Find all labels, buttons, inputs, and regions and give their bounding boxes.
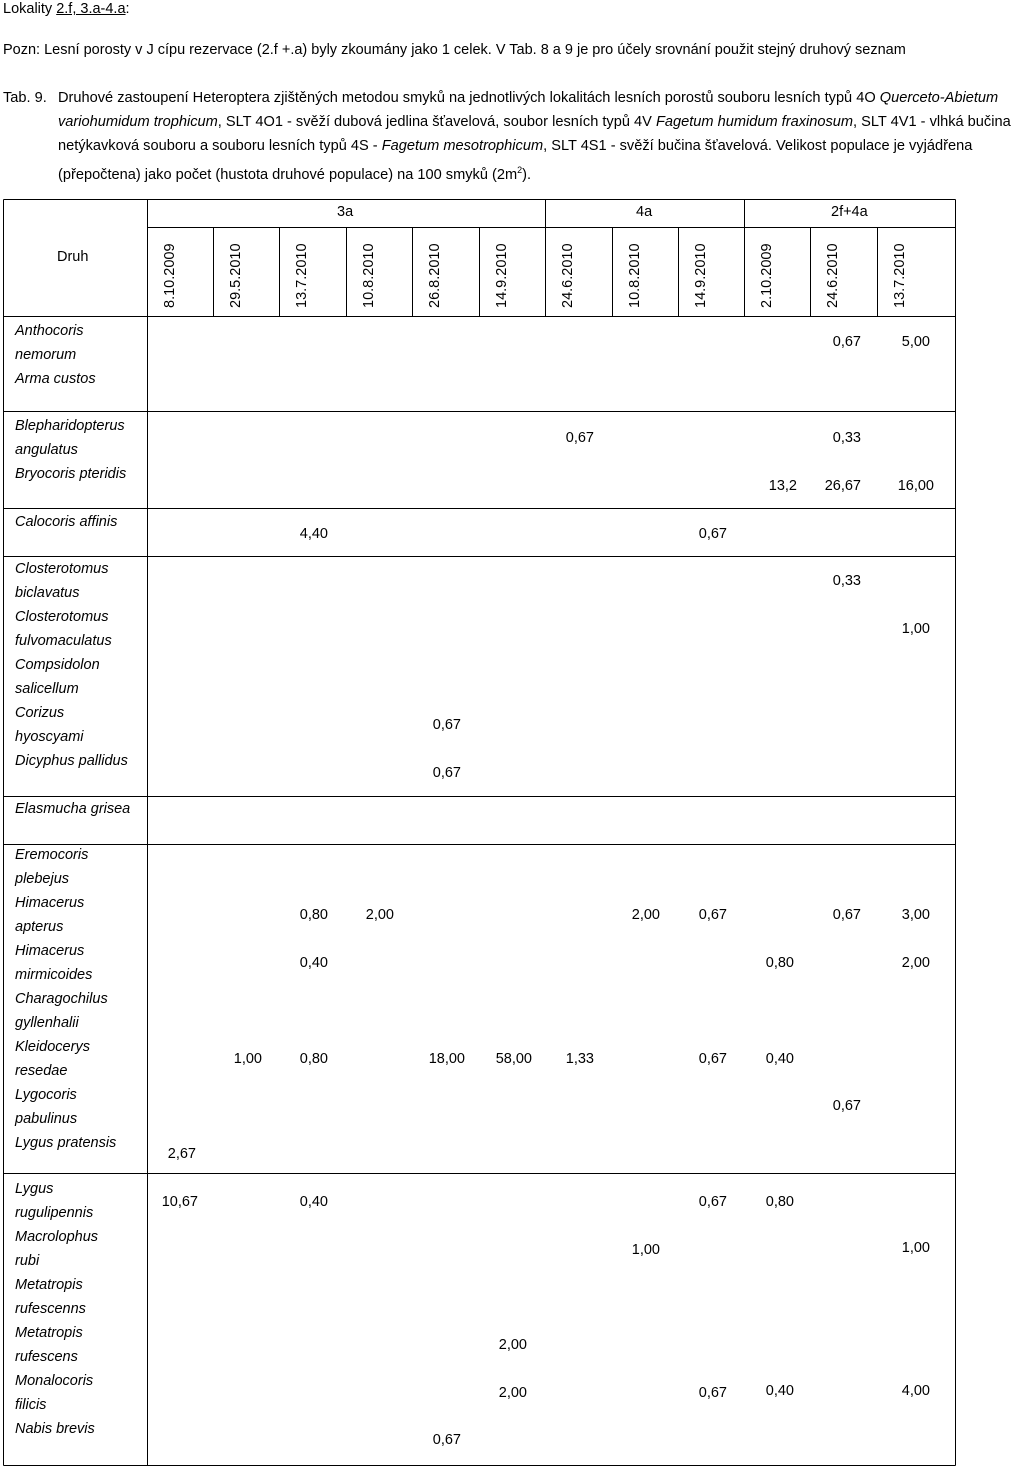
species-name: salicellum xyxy=(15,681,79,697)
value-cell: 0,80 xyxy=(765,1194,794,1210)
date-header: 26.8.2010 xyxy=(427,243,443,308)
value-cell: 18,00 xyxy=(428,1051,465,1067)
value-cell: 0,33 xyxy=(832,430,861,446)
value-cell: 0,80 xyxy=(299,907,328,923)
species-name: pabulinus xyxy=(15,1111,78,1127)
value-cell: 1,00 xyxy=(901,621,930,637)
value-cell: 4,00 xyxy=(901,1383,930,1399)
value-cell: 0,40 xyxy=(299,955,328,971)
date-header: 29.5.2010 xyxy=(228,243,244,308)
species-name: angulatus xyxy=(15,442,78,458)
species-name: Kleidocerys xyxy=(15,1039,90,1055)
value-cell: 0,67 xyxy=(698,1194,727,1210)
value-cell: 58,00 xyxy=(495,1051,532,1067)
species-name: biclavatus xyxy=(15,585,80,601)
caption-part: , SLT 4O1 - svěží dubová jedlina šťavelová, soubor lesních typů 4V xyxy=(217,114,656,130)
caption-part: Fagetum humidum fraxinosum xyxy=(655,114,854,130)
caption-part: ). xyxy=(522,166,532,183)
value-cell: 2,00 xyxy=(365,907,394,923)
species-name: rugulipennis xyxy=(15,1205,94,1221)
species-name: rubi xyxy=(15,1253,40,1269)
species-name: Blepharidopterus xyxy=(15,418,125,434)
value-cell: 1,00 xyxy=(233,1051,262,1067)
group-4a: 4a xyxy=(636,204,653,220)
value-cell: 2,00 xyxy=(498,1337,527,1353)
species-name: Himacerus xyxy=(15,895,85,911)
caption-part: Fagetum mesotrophicum xyxy=(381,138,544,154)
date-header: 24.6.2010 xyxy=(825,243,841,308)
value-cell: 2,00 xyxy=(498,1385,527,1401)
date-header: 13.7.2010 xyxy=(892,243,908,308)
value-cell: 2,00 xyxy=(631,907,660,923)
species-name: Elasmucha grisea xyxy=(15,801,131,817)
value-cell: 1,33 xyxy=(565,1051,594,1067)
species-name: Monalocoris xyxy=(15,1373,94,1389)
value-cell: 0,67 xyxy=(698,1051,727,1067)
value-cell: 0,40 xyxy=(765,1051,794,1067)
heading-prefix: Lokality xyxy=(3,1,57,17)
value-cell: 0,40 xyxy=(765,1383,794,1399)
note-text: Pozn: Lesní porosty v J cípu rezervace (2.f +.a) byly zkoumány jako 1 celek. V Tab. 8 a 9 je pro účely srovnání použit stejný druhový seznam xyxy=(3,42,906,58)
value-cell: 0,67 xyxy=(698,1385,727,1401)
species-name: gyllenhalii xyxy=(15,1015,79,1031)
species-name: rufescens xyxy=(15,1349,78,1365)
value-cell: 0,67 xyxy=(698,907,727,923)
heading-suffix: : xyxy=(125,1,130,17)
species-name: Charagochilus xyxy=(15,991,108,1007)
date-header: 13.7.2010 xyxy=(294,243,310,308)
heading-locality: 2.f, 3.a-4.a xyxy=(56,1,126,17)
species-name: nemorum xyxy=(15,347,77,363)
species-name: Calocoris affinis xyxy=(15,514,118,530)
value-cell: 0,67 xyxy=(698,526,727,542)
caption-part: Druhové zastoupení Heteroptera zjištěných metodou smyků na jednotlivých lokalitách lesních porostů souboru lesních typů 4O xyxy=(58,90,880,106)
value-cell: 13,2 xyxy=(768,478,797,494)
date-header: 14.9.2010 xyxy=(494,243,510,308)
species-name: Dicyphus pallidus xyxy=(15,753,128,769)
species-name: Eremocoris xyxy=(15,847,89,863)
value-cell: 26,67 xyxy=(824,478,861,494)
date-header: 24.6.2010 xyxy=(560,243,576,308)
value-cell: 0,67 xyxy=(432,765,461,781)
species-name: Anthocoris xyxy=(15,323,84,339)
species-name: Metatropis xyxy=(15,1277,83,1293)
value-cell: 0,67 xyxy=(432,717,461,733)
species-name: resedae xyxy=(15,1063,68,1079)
value-cell: 0,67 xyxy=(832,907,861,923)
species-name: plebejus xyxy=(15,871,70,887)
species-name: hyoscyami xyxy=(15,729,84,745)
species-name: Lygus pratensis xyxy=(15,1135,117,1151)
species-name: rufescenns xyxy=(15,1301,86,1317)
value-cell: 1,00 xyxy=(631,1242,660,1258)
species-name: Closterotomus xyxy=(15,561,109,577)
value-cell: 0,80 xyxy=(299,1051,328,1067)
species-name: mirmicoides xyxy=(15,967,93,983)
caption-part: , SLT 4S1 - svěží bučina šťavelová. Velikost populace je vyjádřena (přepočtena) jako počet (hustota druhové populace) na 100 smyků (2m xyxy=(58,138,973,183)
table-header-druh: Druh xyxy=(57,249,89,265)
species-name: Corizus xyxy=(15,705,65,721)
species-name: filicis xyxy=(15,1397,47,1413)
caption-label: Tab. 9. xyxy=(3,90,47,106)
species-name: Arma custos xyxy=(15,371,96,387)
date-header: 10.8.2010 xyxy=(361,243,377,308)
value-cell: 0,40 xyxy=(299,1194,328,1210)
value-cell: 16,00 xyxy=(897,478,934,494)
value-cell: 1,00 xyxy=(901,1240,930,1256)
species-name: Bryocoris pteridis xyxy=(15,466,127,482)
caption-part: Querceto-Abietum variohumidum trophicum xyxy=(58,90,999,130)
value-cell: 0,67 xyxy=(432,1432,461,1448)
group-3a: 3a xyxy=(337,204,354,220)
species-name: Lygocoris xyxy=(15,1087,77,1103)
species-name: Lygus xyxy=(15,1181,54,1197)
species-name: Closterotomus xyxy=(15,609,109,625)
species-name: Nabis brevis xyxy=(15,1421,95,1437)
value-cell: 0,33 xyxy=(832,573,861,589)
value-cell: 4,40 xyxy=(299,526,328,542)
species-name: Macrolophus xyxy=(15,1229,99,1245)
species-name: Compsidolon xyxy=(15,657,100,673)
date-header: 10.8.2010 xyxy=(627,243,643,308)
caption-part: 2 xyxy=(517,165,523,175)
date-header: 8.10.2009 xyxy=(162,243,178,308)
species-name: apterus xyxy=(15,919,64,935)
value-cell: 0,67 xyxy=(832,1098,861,1114)
value-cell: 10,67 xyxy=(161,1194,198,1210)
value-cell: 2,00 xyxy=(901,955,930,971)
group-2f4a: 2f+4a xyxy=(831,204,868,220)
species-name: Metatropis xyxy=(15,1325,83,1341)
date-header: 2.10.2009 xyxy=(759,243,775,308)
value-cell: 3,00 xyxy=(901,907,930,923)
value-cell: 0,80 xyxy=(765,955,794,971)
value-cell: 2,67 xyxy=(167,1146,196,1162)
species-name: Himacerus xyxy=(15,943,85,959)
species-name: fulvomaculatus xyxy=(15,633,112,649)
date-header: 14.9.2010 xyxy=(693,243,709,308)
value-cell: 0,67 xyxy=(565,430,594,446)
value-cell: 5,00 xyxy=(901,334,930,350)
value-cell: 0,67 xyxy=(832,334,861,350)
caption-part: , SLT 4V1 - vlhká bučina netýkavková souboru a souboru lesních typů 4S - xyxy=(58,114,1011,154)
